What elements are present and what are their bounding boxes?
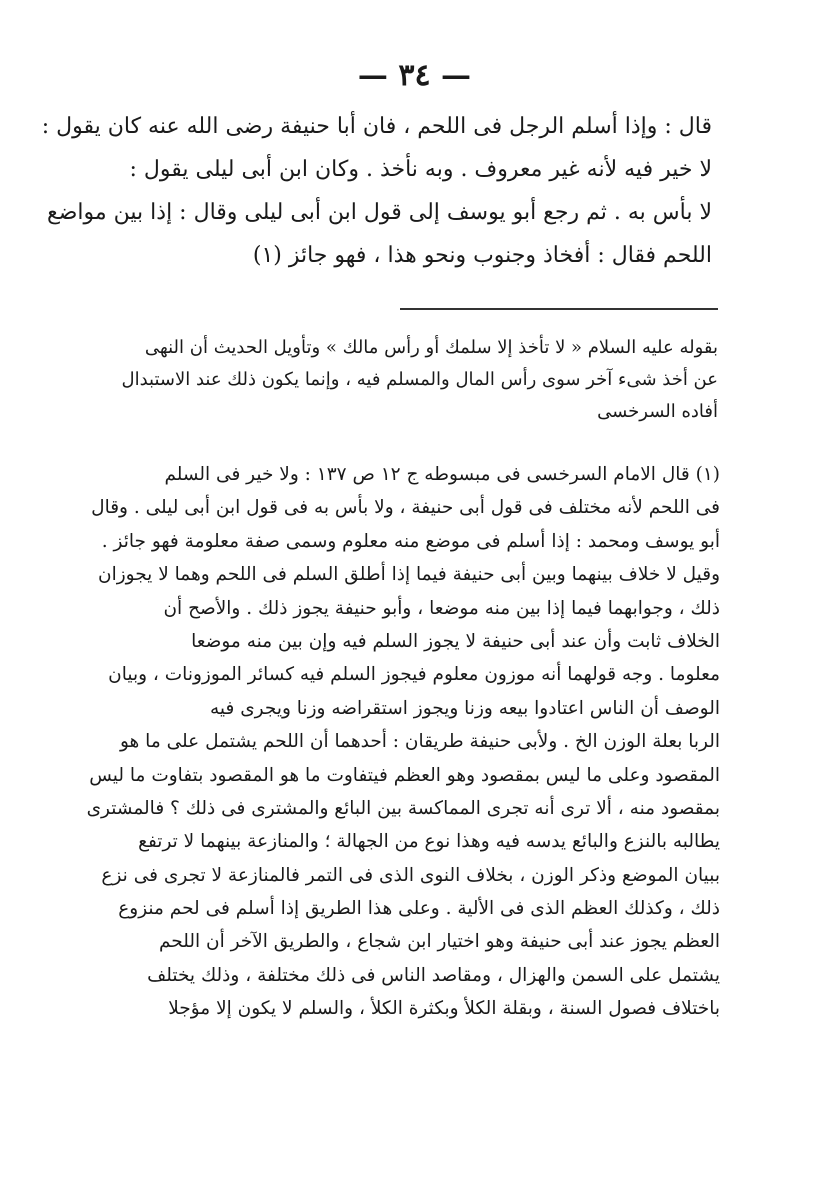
footnote-divider xyxy=(400,308,718,310)
main-text-line: لا بأس به . ثم رجع أبو يوسف إلى قول ابن أبى ليلى وقال : إذا بين مواضع xyxy=(47,200,712,225)
footnote-line: الوصف أن الناس اعتادوا بيعه وزنا ويجوز استقراضه وزنا ويجرى فيه xyxy=(209,697,720,719)
footnote-line: يطالبه بالنزع والبائع يدسه فيه وهذا نوع من الجهالة ؛ والمنازعة بينهما لا ترتفع xyxy=(138,831,720,853)
page-number: — ٣٤ — xyxy=(357,58,472,93)
footnote-line: ببيان الموضع وذكر الوزن ، بخلاف النوى الذى فى التمر فالمنازعة لا تجرى فى نزع xyxy=(101,864,720,886)
footnote-line: المقصود وعلى ما ليس بمقصود وهو العظم فيتفاوت ما هو المقصود بتفاوت ما ليس xyxy=(89,764,720,786)
footnote-line: عن أخذ شىء آخر سوى رأس المال والمسلم فيه ، وإنما يكون ذلك عند الاستبدال xyxy=(121,369,718,390)
footnote-line: معلوما . وجه قولهما أنه موزون معلوم فيجوز السلم فيه كسائر الموزونات ، وبيان xyxy=(108,664,720,686)
footnote-line: ذلك ، وجوابهما فيما إذا بين منه موضعا ، وأبو حنيفة يجوز ذلك . والأصح أن xyxy=(163,597,720,619)
footnote-line: بمقصود منه ، ألا ترى أنه تجرى المماكسة بين البائع والمشترى فى ذلك ؟ فالمشترى xyxy=(86,797,720,819)
footnote-line: أفاده السرخسى xyxy=(597,401,718,422)
footnote-line: الربا بعلة الوزن الخ . ولأبى حنيفة طريقان : أحدهما أن اللحم يشتمل على ما هو xyxy=(119,731,720,753)
footnote-line: ذلك ، وكذلك العظم الذى فى الألية . وعلى هذا الطريق إذا أسلم فى لحم منزوع xyxy=(118,898,720,920)
footnote-line: باختلاف فصول السنة ، وبقلة الكلأ وبكثرة الكلأ ، والسلم لا يكون إلا مؤجلا xyxy=(168,998,720,1020)
footnote-continuation xyxy=(121,332,718,428)
footnote-line: وقيل لا خلاف بينهما وبين أبى حنيفة فيما إذا أطلق السلم فى اللحم وهما لا يجوزان xyxy=(98,564,720,586)
footnote-line: العظم يجوز عند أبى حنيفة وهو اختيار ابن شجاع ، والطريق الآخر أن اللحم xyxy=(158,931,720,953)
footnote-line: بقوله عليه السلام « لا تأخذ إلا سلمك أو رأس مالك » وتأويل الحديث أن النهى xyxy=(144,337,718,358)
footnote-line: يشتمل على السمن والهزال ، ومقاصد الناس فى ذلك مختلفة ، وذلك يختلف xyxy=(147,964,720,986)
footnote-line: فى اللحم لأنه مختلف فى قول أبى حنيفة ، ولا بأس به فى قول ابن أبى ليلى . وقال xyxy=(91,497,720,519)
footnote-line: (١) قال الامام السرخسى فى مبسوطه ج ١٢ ص ١٣٧ : ولا خير فى السلم xyxy=(164,464,720,485)
main-text-line: اللحم فقال : أفخاذ وجنوب ونحو هذا ، فهو جائز (١) xyxy=(252,243,712,268)
footnote-line: أبو يوسف ومحمد : إذا أسلم فى موضع منه معلوم وسمى صفة معلومة فهو جائز . xyxy=(101,530,720,552)
main-text xyxy=(41,105,712,277)
footnote-1 xyxy=(86,458,720,1026)
main-text-line: قال : وإذا أسلم الرجل فى اللحم ، فان أبا حنيفة رضى الله عنه كان يقول : xyxy=(41,114,712,139)
main-text-line: لا خير فيه لأنه غير معروف . وبه نأخذ . وكان ابن أبى ليلى يقول : xyxy=(129,157,712,182)
footnote-line: الخلاف ثابت وأن عند أبى حنيفة لا يجوز السلم فيه وإن بين منه موضعا xyxy=(191,630,720,652)
